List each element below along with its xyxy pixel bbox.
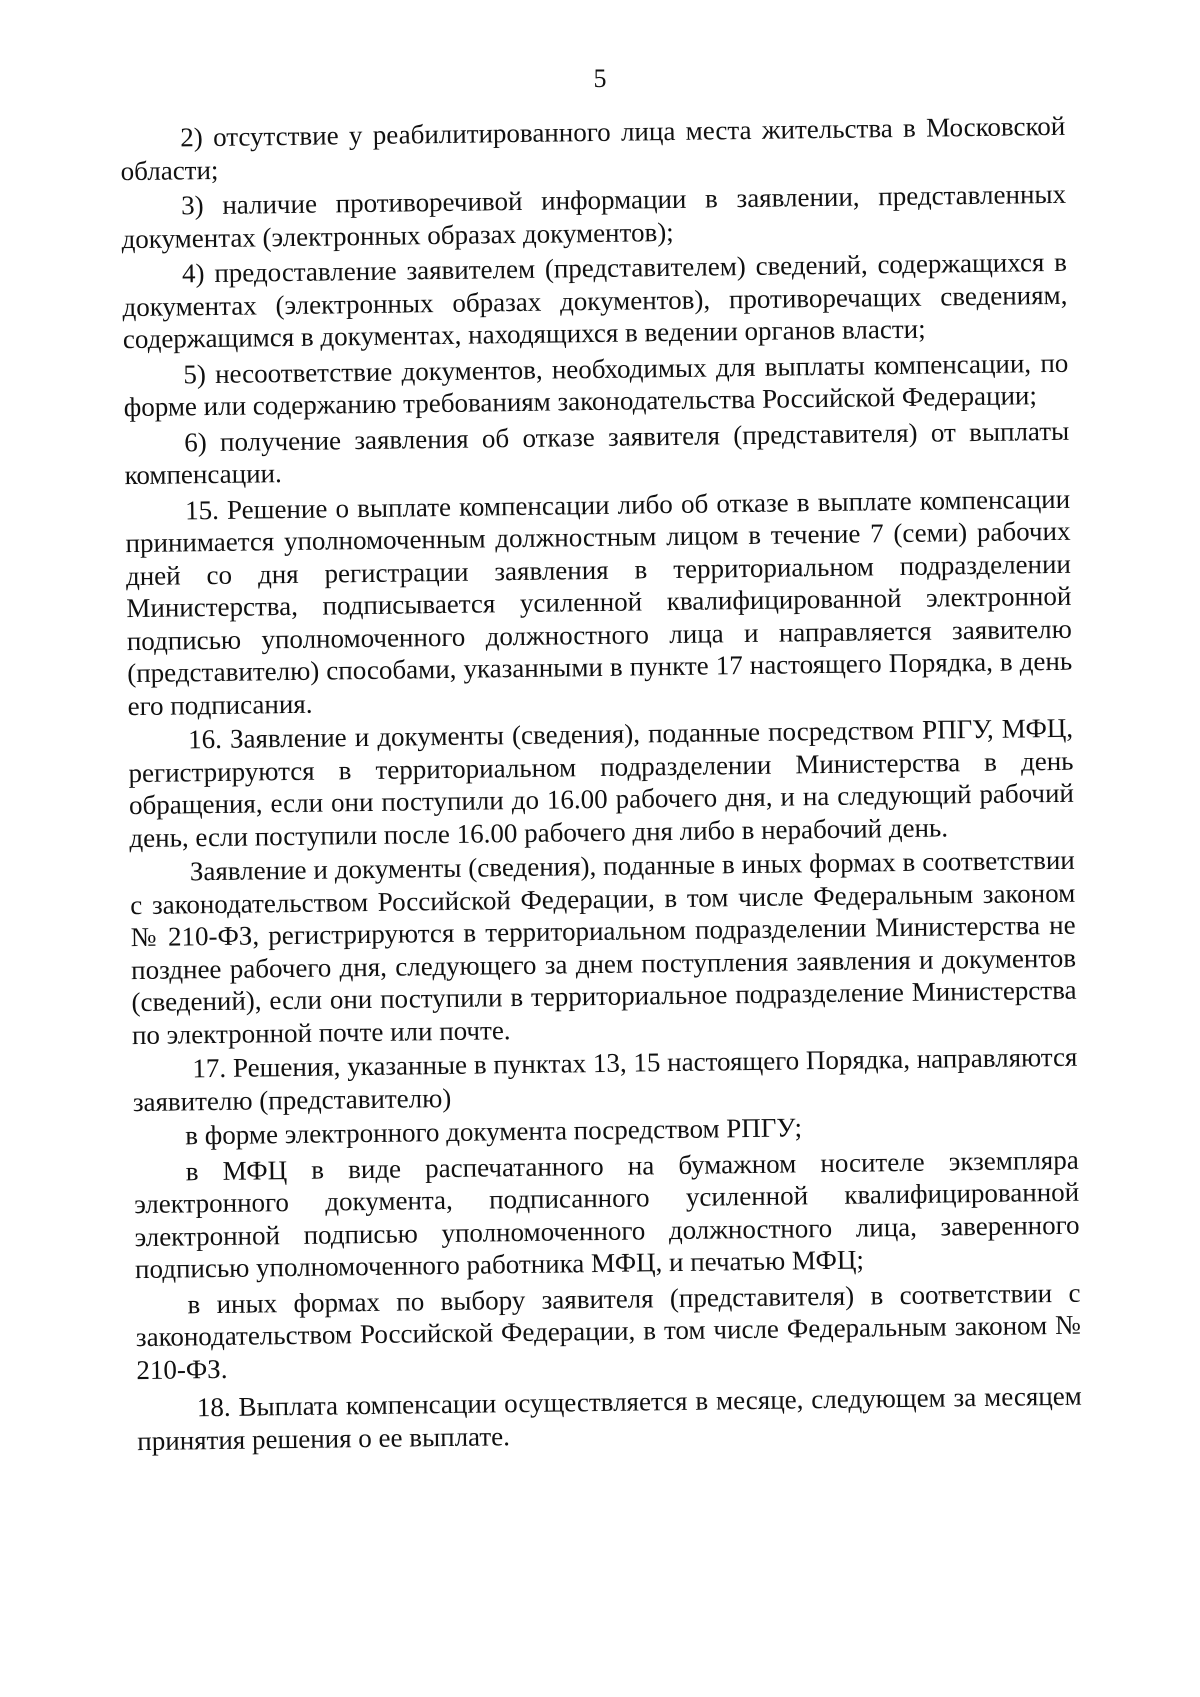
clause-14-item-2: 2) отсутствие у реабилитированного лица места жительства в Московской области;	[120, 110, 1066, 186]
clause-14-item-6: 6) получение заявления об отказе заявителя (представителя) от выплаты компенсации.	[124, 415, 1070, 491]
clause-14-item-3: 3) наличие противоречивой информации в заявлении, представленных документах (электронных образах документов);	[121, 178, 1067, 254]
page-number: 5	[593, 64, 607, 93]
clause-17: 17. Решения, указанные в пунктах 13, 15 настоящего Порядка, направляются заявителю (представителю)	[132, 1041, 1078, 1117]
clause-15: 15. Решение о выплате компенсации либо об отказе в выплате компенсации принимается уполномоченным должностным лицом в течение 7 (семи) рабочих дней со дня регистрации заявления в территориальном подразделении Министерства, подписывается усиленной квалифицированной электронной подписью уполномоченного должностного лица и направляется заявителю (представителю) способами, указанными в пункте 17 настоящего Порядка, в день его подписания.	[125, 483, 1073, 721]
clause-14-item-5: 5) несоответствие документов, необходимых для выплаты компенсации, по форме или содержанию требованиям законодательства Российской Федерации;	[123, 347, 1069, 423]
clause-16: 16. Заявление и документы (сведения), поданные посредством РПГУ, МФЦ, регистрируются в территориальном подразделении Министерства в день обращения, если они поступили до 16.00 рабочего дня, и на следующий рабочий день, если поступили после 16.00 рабочего дня либо в нерабочий день.	[128, 712, 1075, 853]
clause-18: 18. Выплата компенсации осуществляется в месяце, следующем за месяцем принятия решения о ее выплате.	[137, 1380, 1082, 1456]
clause-17-item-rpgu: в форме электронного документа посредством РПГУ;	[185, 1112, 803, 1151]
clause-17-item-mfc: в МФЦ в виде распечатанного на бумажном носителе экземпляра электронного документа, подписанного усиленной квалифицированной электронной подписью уполномоченного должностного лица, заверенного подписью уполномоченного работника МФЦ, и печатью МФЦ;	[134, 1144, 1080, 1285]
clause-14-item-4: 4) предоставление заявителем (представителем) сведений, содержащихся в документах (электронных образах документов), противоречащих сведениям, содержащимся в документах, находящихся в ведении органов власти;	[122, 246, 1068, 355]
document-body	[120, 110, 1082, 1459]
clause-16-paragraph-2: Заявление и документы (сведения), поданные в иных формах в соответствии с законодательством Российской Федерации, в том числе Федеральным законом № 210-ФЗ, регистрируются в территориальном подразделении Министерства не позднее рабочего дня, следующего за днем поступления заявления и документов (сведений), если они поступили в территориальное подразделение Министерства по электронной почте или почте.	[130, 844, 1077, 1050]
clause-17-item-other: в иных формах по выбору заявителя (представителя) в соответствии с законодательством Российской Федерации, в том числе Федеральным законом № 210-ФЗ.	[135, 1277, 1082, 1385]
